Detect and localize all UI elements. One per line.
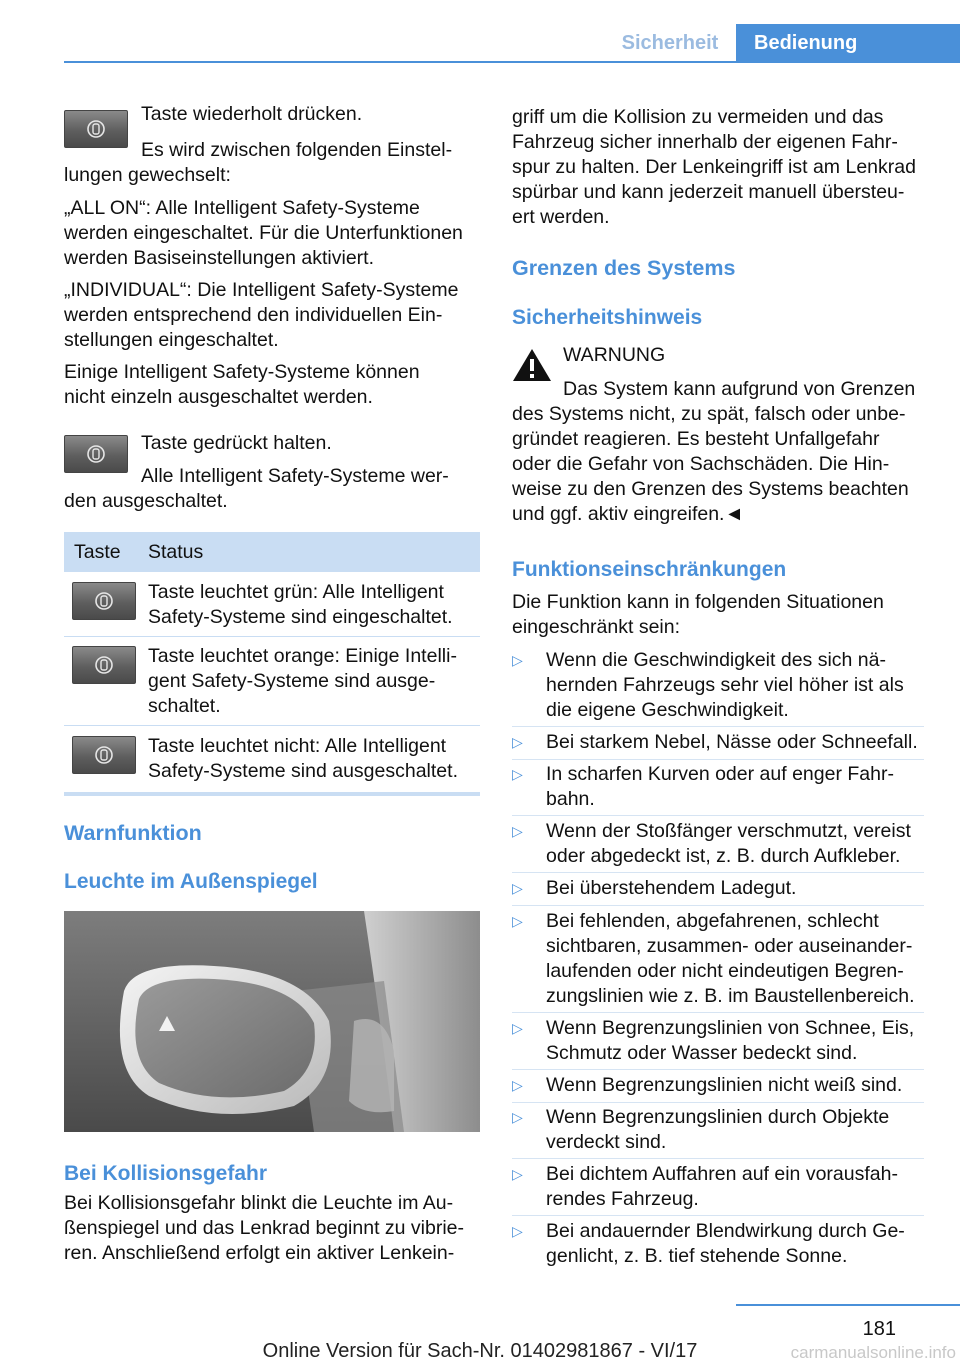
table-divider [64,636,480,637]
table-row: Taste leuchtet nicht: Alle Intelligent Safety-Systeme sind ausgeschaltet. [148,735,458,782]
text-wechsel-a: Es wird zwischen folgenden Einstel‐ [141,139,453,161]
list-item: ▷ Bei dichtem Auffahren auf ein vorausfah‐ rendes Fahrzeug. [512,1163,898,1210]
list-item: ▷ Wenn Begrenzungslinien von Schnee, Eis, Schmutz oder Wasser bedeckt sind. [512,1017,915,1064]
paragraph-all-on: „ALL ON“: Alle Intelligent Safety-Systeme werden eingeschaltet. Für die Unterfunktionen werden Basiseinstellungen aktiviert. [64,197,463,269]
bullet-triangle-icon: ▷ [512,913,523,929]
tab-bedienung[interactable]: Bedienung [736,24,960,63]
table-col-taste: Taste [74,541,121,563]
safety-button-icon [85,118,107,140]
paragraph-funktion-intro: Die Funktion kann in folgenden Situationen eingeschränkt sein: [512,591,884,638]
page-number: 181 [862,1318,896,1340]
header-rule [64,61,960,63]
safety-button-icon [93,744,115,766]
tab-sicherheit[interactable]: Sicherheit [621,32,719,54]
list-item: ▷ Wenn Begrenzungslinien durch Objekte verdeckt sind. [512,1106,890,1153]
bullet-triangle-icon: ▷ [512,1020,523,1036]
list-item: ▷ Wenn die Geschwindigkeit des sich nä‐ hernden Fahrzeugs sehr viel höher ist als die eigene Geschwindigkeit. [512,649,904,721]
list-divider [512,1215,924,1216]
bullet-triangle-icon: ▷ [512,1166,523,1182]
list-divider [512,1158,924,1159]
heading-leuchte-aussenspiegel: Leuchte im Außenspiegel [64,870,318,893]
heading-sicherheitshinweis: Sicherheitshinweis [512,306,703,329]
list-divider [512,759,924,760]
paragraph-kollision: Bei Kollisionsgefahr blinkt die Leuchte im Au‐ ßenspiegel und das Lenkrad beginnt zu vibrie‐ ren. Anschließend erfolgt ein aktiver Lenkein‐ [64,1192,465,1264]
safety-button-image [64,110,128,148]
list-divider [512,905,924,906]
list-item: ▷ Wenn Begrenzungslinien nicht weiß sind. [512,1074,903,1096]
text-taste-gedrueckt: Taste gedrückt halten. [141,432,332,454]
paragraph-einige: Einige Intelligent Safety-Systeme können nicht einzeln ausgeschaltet werden. [64,361,420,408]
table-col-status: Status [148,541,204,563]
bullet-triangle-icon: ▷ [512,880,523,896]
safety-button-image [72,736,136,774]
list-divider [512,815,924,816]
warning-icon [511,347,553,383]
heading-bei-kollisionsgefahr: Bei Kollisionsgefahr [64,1162,268,1185]
paragraph-individual: „INDIVIDUAL“: Die Intelligent Safety-Systeme werden entsprechend den individuellen Ein‐ stellungen eingeschaltet. [64,279,459,351]
safety-button-icon [85,443,107,465]
table-divider [64,725,480,726]
bullet-triangle-icon: ▷ [512,1223,523,1239]
footer-rule [736,1304,960,1306]
bullet-triangle-icon: ▷ [512,823,523,839]
status-table-header [64,532,480,572]
safety-button-image [72,582,136,620]
safety-button-image [72,646,136,684]
list-item: ▷ Bei andauernder Blendwirkung durch Ge‐ genlicht, z. B. tief stehende Sonne. [512,1220,905,1267]
watermark: carmanualsonline.info [790,1343,956,1362]
table-row: Taste leuchtet grün: Alle Intelligent Safety-Systeme sind eingeschaltet. [148,581,453,628]
safety-button-icon [93,590,115,612]
list-item: ▷ Bei starkem Nebel, Nässe oder Schneefall. [512,731,918,753]
online-version-note: Online Version für Sach-Nr. 01402981867 - VI/17 [262,1340,698,1362]
bullet-triangle-icon: ▷ [512,734,523,750]
safety-button-icon [93,654,115,676]
text-wechsel-b: lungen gewechselt: [64,164,231,186]
list-divider [512,726,924,727]
warning-title: WARNUNG [563,344,666,366]
safety-button-image [64,435,128,473]
bullet-triangle-icon: ▷ [512,652,523,668]
list-divider [512,1102,924,1103]
list-item: ▷ Bei fehlenden, abgefahrenen, schlecht sichtbaren, zusammen- oder auseinander‐ laufenden oder nicht eindeutigen Begren‐ zungslinien wie z. B. im Baustellenbereich. [512,910,915,1007]
list-divider [512,872,924,873]
bullet-triangle-icon: ▷ [512,1077,523,1093]
list-divider [512,1069,924,1070]
text-taste-wiederholt: Taste wiederholt drücken. [141,103,363,125]
warning-text: des Systems nicht, zu spät, falsch oder unbe‐ gründet reagieren. Es besteht Unfallgefahr oder die Gefahr von Sachschäden. Die Hin‐ weise zu den Grenzen des Systems beachten und ggf. aktiv eingreifen.◄ [512,403,909,525]
list-divider [512,1012,924,1013]
paragraph-lenkeingriff: griff um die Kollision zu vermeiden und das Fahrzeug sicher innerhalb der eigenen Fahr‐ spur zu halten. Der Lenkeingriff ist am Lenkrad spürbar und kann jederzeit manuell übersteu‐ ert werden. [512,106,916,228]
heading-grenzen-des-systems: Grenzen des Systems [512,256,736,280]
table-bottom-rule [64,792,480,796]
bullet-triangle-icon: ▷ [512,1109,523,1125]
list-item: ▷ In scharfen Kurven oder auf enger Fahr‐ bahn. [512,763,894,810]
table-row: Taste leuchtet orange: Einige Intelli‐ gent Safety-Systeme sind ausge‐ schaltet. [148,645,457,717]
bullet-triangle-icon: ▷ [512,766,523,782]
text-ausgeschaltet-b: den ausgeschaltet. [64,490,228,512]
text-ausgeschaltet-a: Alle Intelligent Safety-Systeme wer‐ [141,465,449,487]
mirror-illustration [64,911,480,1132]
list-item: ▷ Wenn der Stoßfänger verschmutzt, vereist oder abgedeckt ist, z. B. durch Aufkleber. [512,820,911,867]
heading-funktionseinschraenkungen: Funktionseinschränkungen [512,558,787,581]
list-item: ▷ Bei überstehendem Ladegut. [512,877,797,899]
heading-warnfunktion: Warnfunktion [64,821,202,845]
warning-text-first: Das System kann aufgrund von Grenzen [563,378,916,400]
